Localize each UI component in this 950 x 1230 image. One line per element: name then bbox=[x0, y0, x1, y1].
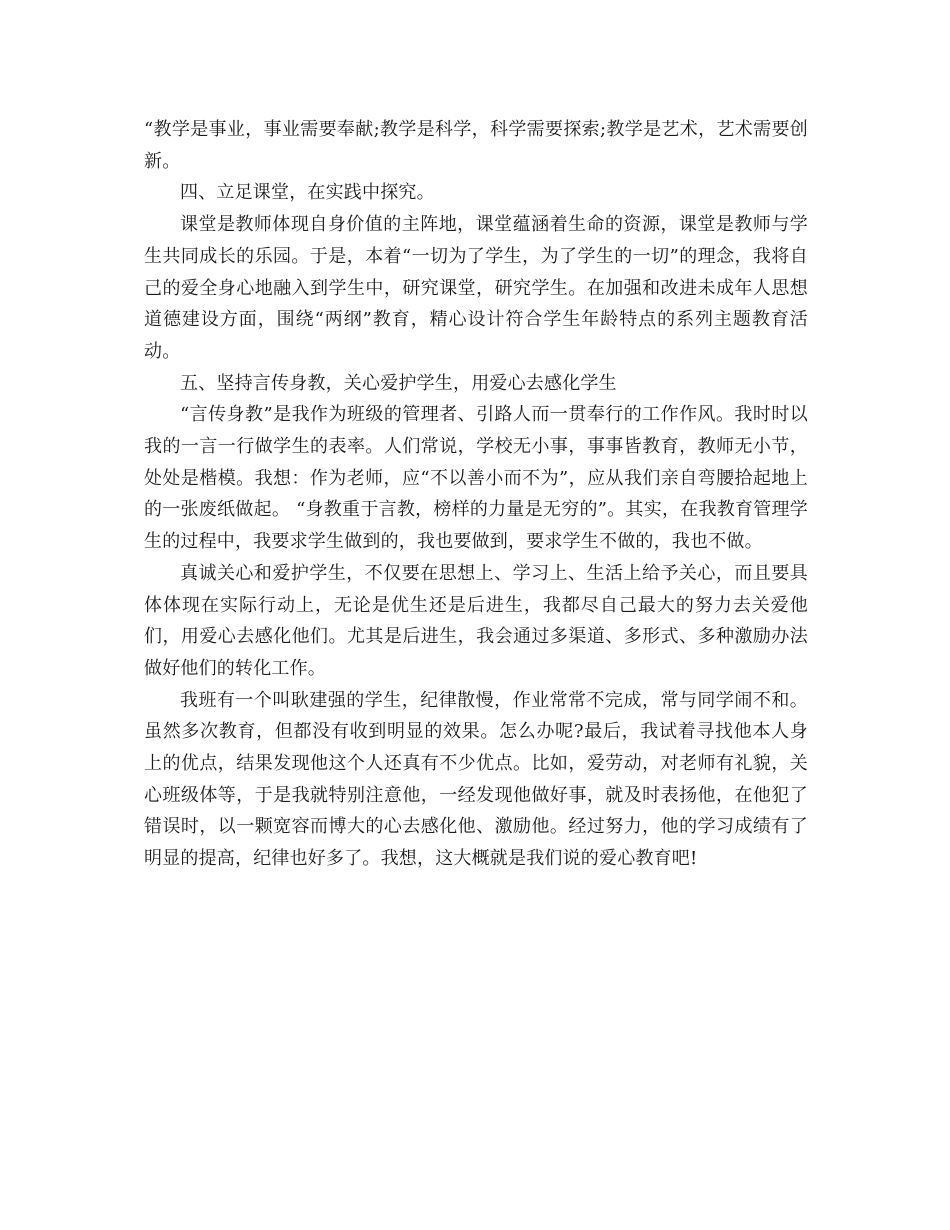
document-body bbox=[144, 114, 808, 875]
paragraph-6: 真诚关心和爱护学生，不仅要在思想上、学习上、生活上给予关心，而且要具体体现在实际行动上，无论是优生还是后进生，我都尽自己最大的努力去关爱他们，用爱心去感化他们。尤其是后进生，我会通过多渠道、多形式、多种激励办法做好他们的转化工作。 bbox=[144, 562, 808, 679]
paragraph-1: “教学是事业，事业需要奉献;教学是科学，科学需要探索;教学是艺术，艺术需要创新。 bbox=[144, 119, 808, 172]
paragraph-3: 课堂是教师体现自身价值的主阵地，课堂蕴涵着生命的资源，课堂是教师与学生共同成长的乐园。于是，本着“一切为了学生，为了学生的一切”的理念，我将自己的爱全身心地融入到学生中，研究课堂，研究学生。在加强和改进未成年人思想道德建设方面，围绕“两纲”教育，精心设计符合学生年龄特点的系列主题教育活动。 bbox=[144, 214, 808, 362]
paragraph-5: “言传身教”是我作为班级的管理者、引路人而一贯奉行的工作作风。我时时以我的一言一行做学生的表率。人们常说，学校无小事，事事皆教育，教师无小节，处处是楷模。我想：作为老师，应“不以善小而不为”，应从我们亲自弯腰拾起地上的一张废纸做起。 “身教重于言教，榜样的力量是无穷的”。其实，在我教育管理学生的过程中，我要求学生做到的，我也要做到，要求学生不做的，我也不做。 bbox=[144, 404, 808, 553]
paragraph-7: 我班有一个叫耿建强的学生，纪律散慢，作业常常不完成，常与同学闹不和。虽然多次教育，但都没有收到明显的效果。怎么办呢?最后，我试着寻找他本人身上的优点，结果发现他这个人还真有不少优点。比如，爱劳动，对老师有礼貌，关心班级体等，于是我就特别注意他，一经发现他做好事，就及时表扬他，在他犯了错误时，以一颗宽容而博大的心去感化他、激励他。经过努力，他的学习成绩有了明显的提高，纪律也好多了。我想，这大概就是我们说的爱心教育吧! bbox=[144, 689, 808, 870]
section-heading-5: 五、坚持言传身教，关心爱护学生，用爱心去感化学生 bbox=[180, 372, 617, 394]
section-heading-4: 四、立足课堂，在实践中探究。 bbox=[180, 182, 435, 204]
